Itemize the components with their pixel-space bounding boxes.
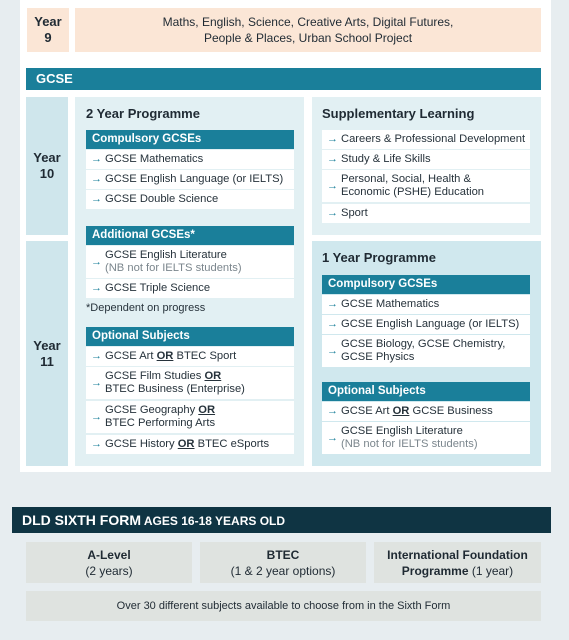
list-item-note: (NB not for IELTS students) <box>105 262 242 274</box>
footnote: *Dependent on progress <box>86 302 206 314</box>
additional-gcses-heading: Additional GCSEs* <box>86 226 294 245</box>
year10-label-line1: Year <box>33 150 61 165</box>
list-item-note: (NB not for IELTS students) <box>341 438 478 450</box>
list-item: → GCSE Biology, GCSE Chemistry, GCSE Physics <box>322 335 530 367</box>
card-subtitle: (1 year) <box>468 563 514 578</box>
card-heading: International Foundation <box>387 547 528 562</box>
sixth-form-title: DLD SIXTH FORM <box>22 512 141 528</box>
supplementary-learning-title: Supplementary Learning <box>322 106 475 121</box>
list-item: → GCSE Art OR BTEC Sport <box>86 347 294 366</box>
list-item: → Study & Life Skills <box>322 150 530 169</box>
arrow-right-icon: → <box>327 318 338 330</box>
year9-label <box>27 8 69 52</box>
list-item: → GCSE English Language (or IELTS) <box>86 170 294 189</box>
arrow-right-icon: → <box>91 193 102 205</box>
list-item-main: GCSE English Literature <box>341 425 463 437</box>
list-item: → GCSE History OR BTEC eSports <box>86 435 294 454</box>
year9-label-line2: 9 <box>44 30 52 45</box>
year11-label-line1: Year <box>33 337 61 353</box>
year10-label <box>26 97 68 235</box>
arrow-right-icon: → <box>91 282 102 294</box>
list-item: → GCSE Mathematics <box>86 150 294 169</box>
compulsory-gcses-heading: Compulsory GCSEs <box>86 130 294 149</box>
gcse-section-header: GCSE <box>26 68 541 90</box>
list-item <box>86 246 294 278</box>
list-item: → GCSE English Language (or IELTS) <box>322 315 530 334</box>
card-subtitle: (2 years) <box>85 563 133 578</box>
card-subtitle: (1 & 2 year options) <box>230 563 336 578</box>
btec-card <box>200 542 366 583</box>
card-heading: BTEC <box>266 547 300 562</box>
two-year-programme-title: 2 Year Programme <box>86 106 200 121</box>
list-item: → GCSE Geography OR BTEC Performing Arts <box>86 401 294 433</box>
arrow-right-icon: → <box>91 153 102 165</box>
list-item <box>322 422 530 454</box>
arrow-right-icon: → <box>327 298 338 310</box>
list-item: → Sport <box>322 204 530 223</box>
arrow-right-icon: → <box>91 376 102 389</box>
arrow-right-icon: → <box>91 255 102 268</box>
optional-subjects-heading: Optional Subjects <box>322 382 530 401</box>
arrow-right-icon: → <box>327 179 338 192</box>
arrow-right-icon: → <box>327 405 338 417</box>
arrow-right-icon: → <box>91 410 102 423</box>
list-item-main: GCSE English Literature <box>105 249 227 261</box>
sixth-form-header <box>12 507 551 533</box>
list-item: → GCSE Film Studies OR BTEC Business (Enterprise) <box>86 367 294 399</box>
list-item: → GCSE Art OR GCSE Business <box>322 402 530 421</box>
optional-subjects-heading: Optional Subjects <box>86 327 294 346</box>
list-item: → Personal, Social, Health & Economic (PSHE) Education <box>322 170 530 202</box>
one-year-programme-title: 1 Year Programme <box>322 250 436 265</box>
list-item: → Careers & Professional Development <box>322 130 530 149</box>
arrow-right-icon: → <box>91 350 102 362</box>
compulsory-gcses-heading: Compulsory GCSEs <box>322 275 530 294</box>
year9-subjects-line2: People & Places, Urban School Project <box>203 31 413 45</box>
arrow-right-icon: → <box>91 173 102 185</box>
list-item: → GCSE Double Science <box>86 190 294 209</box>
year9-subjects <box>75 8 541 52</box>
arrow-right-icon: → <box>327 207 338 219</box>
year11-label-line2: 11 <box>40 353 54 369</box>
arrow-right-icon: → <box>327 153 338 165</box>
sixth-form-footer: Over 30 different subjects available to choose from in the Sixth Form <box>26 591 541 621</box>
list-item: → GCSE Triple Science <box>86 279 294 298</box>
list-item: → GCSE Mathematics <box>322 295 530 314</box>
arrow-right-icon: → <box>91 438 102 450</box>
arrow-right-icon: → <box>327 431 338 444</box>
year11-label <box>26 241 68 466</box>
year9-subjects-line1: Maths, English, Science, Creative Arts, Digital Futures, <box>162 15 454 29</box>
sixth-form-subtitle: AGES 16-18 YEARS OLD <box>141 514 286 528</box>
arrow-right-icon: → <box>327 133 338 145</box>
year9-label-line1: Year <box>34 14 62 29</box>
a-level-card <box>26 542 192 583</box>
card-heading: A-Level <box>87 547 131 562</box>
international-foundation-card <box>374 542 541 583</box>
card-heading-line2: Programme <box>401 563 469 578</box>
year10-label-line2: 10 <box>39 166 55 181</box>
arrow-right-icon: → <box>327 344 338 357</box>
